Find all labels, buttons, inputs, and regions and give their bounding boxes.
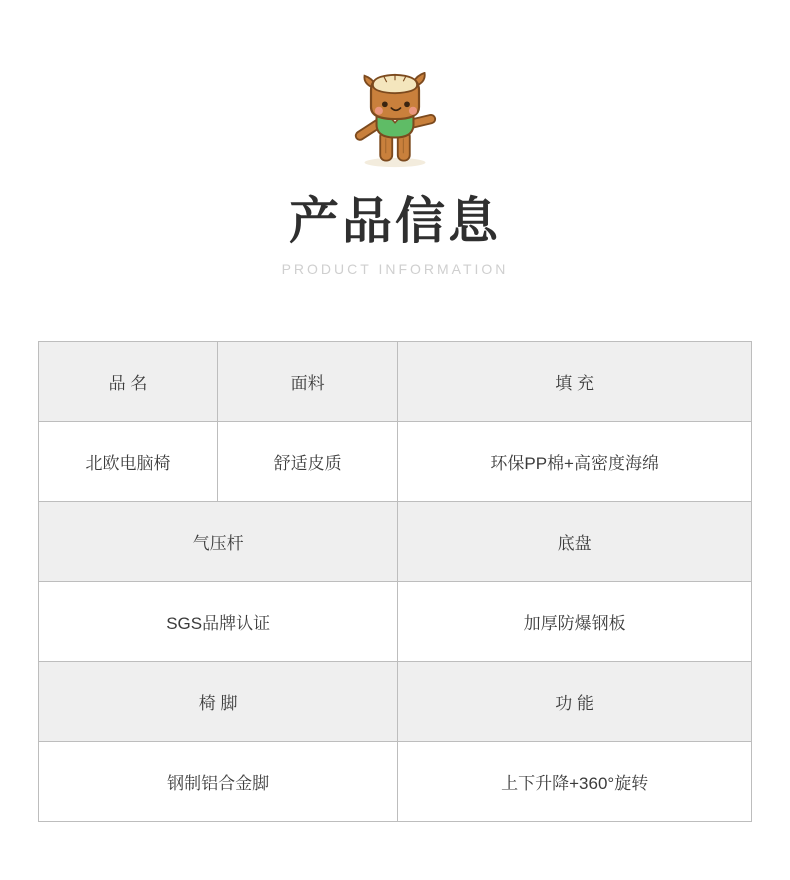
cell-gas-lift-label: 气压杆 bbox=[39, 502, 398, 582]
cell-base-value: 加厚防爆钢板 bbox=[398, 582, 752, 662]
table-row-values-3 bbox=[39, 742, 752, 822]
tree-stump-mascot-icon bbox=[337, 72, 453, 168]
table-row-values-1 bbox=[39, 422, 752, 502]
table-row-labels-2 bbox=[39, 502, 752, 582]
cell-gas-lift-value: SGS品牌认证 bbox=[39, 582, 398, 662]
cell-product-name-value: 北欧电脑椅 bbox=[39, 422, 218, 502]
cell-product-name-label: 品 名 bbox=[39, 342, 218, 422]
page-subtitle: PRODUCT INFORMATION bbox=[281, 261, 509, 277]
table-row-labels-3 bbox=[39, 662, 752, 742]
table-header-row bbox=[39, 342, 752, 422]
cell-fabric-label: 面料 bbox=[217, 342, 397, 422]
cell-fabric-value: 舒适皮质 bbox=[217, 422, 397, 502]
table-row-values-2 bbox=[39, 582, 752, 662]
page-title: 产品信息 bbox=[289, 193, 501, 249]
cell-filling-value: 环保PP棉+高密度海绵 bbox=[398, 422, 752, 502]
mascot-illustration bbox=[335, 72, 455, 168]
cell-filling-label: 填 充 bbox=[398, 342, 752, 422]
cell-function-label: 功 能 bbox=[398, 662, 752, 742]
cell-chair-leg-label: 椅 脚 bbox=[39, 662, 398, 742]
cell-chair-leg-value: 钢制铝合金脚 bbox=[39, 742, 398, 822]
cell-function-value: 上下升降+360°旋转 bbox=[398, 742, 752, 822]
product-info-table bbox=[38, 341, 752, 822]
cell-base-label: 底盘 bbox=[398, 502, 752, 582]
